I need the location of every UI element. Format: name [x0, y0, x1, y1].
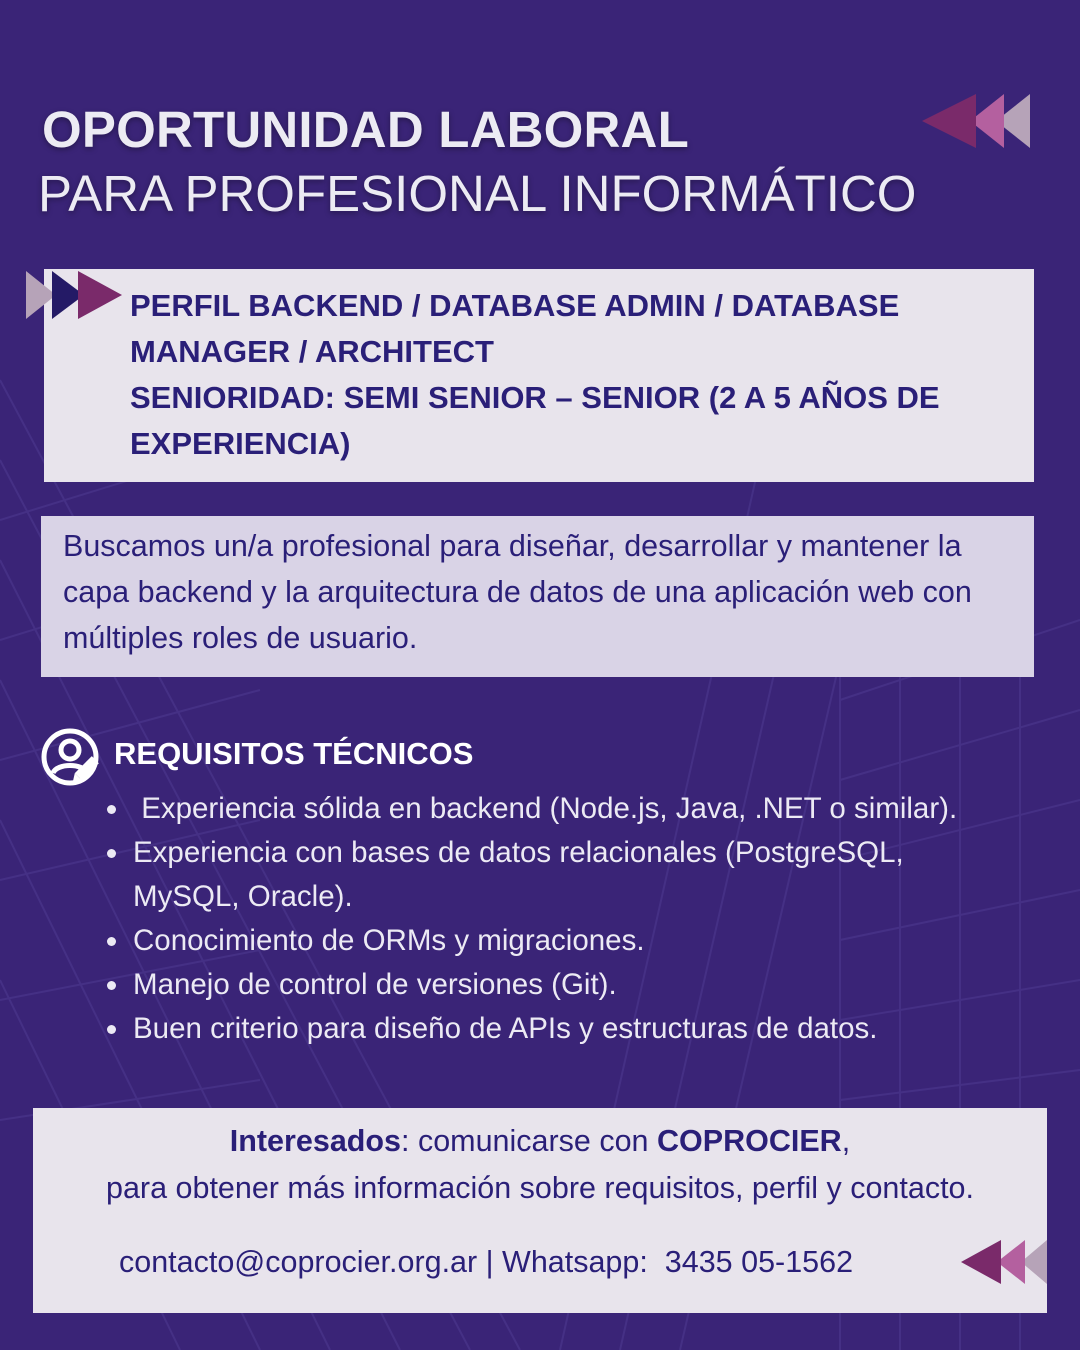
contact-details: contacto@coprocier.org.ar | Whatsapp: 3435 05-1562 — [119, 1245, 854, 1279]
contact-info-line: para obtener más información sobre requisitos, perfil y contacto. — [106, 1171, 974, 1205]
triple-left-arrows-icon — [920, 92, 1032, 150]
contact-box — [33, 1108, 1047, 1313]
list-item: Manejo de control de versiones (Git). — [96, 963, 1056, 1007]
triple-left-arrows-icon — [959, 1238, 1049, 1286]
list-item: Experiencia con bases de datos relacionales (PostgreSQL, MySQL, Oracle). — [96, 831, 1013, 919]
triple-right-arrows-icon — [24, 269, 124, 321]
org-name: COPROCIER — [657, 1124, 842, 1158]
requirements-list — [96, 787, 1056, 1051]
description-text: Buscamos un/a profesional para diseñar, desarrollar y mantener la capa backend y la arquitectura de datos de una aplicación web con múltiples roles de usuario. — [63, 529, 972, 655]
page-subtitle: PARA PROFESIONAL INFORMÁTICO — [38, 165, 917, 222]
description-box — [41, 516, 1034, 677]
intro-comma: , — [841, 1124, 851, 1158]
requirements-title: REQUISITOS TÉCNICOS — [114, 736, 474, 771]
interested-text: : comunicarse con — [401, 1124, 657, 1158]
profile-box — [44, 269, 1034, 482]
profile-roles: PERFIL BACKEND / DATABASE ADMIN / DATABASE MANAGER / ARCHITECT — [130, 288, 900, 369]
page-title: OPORTUNIDAD LABORAL — [42, 101, 689, 158]
profile-seniority: SENIORIDAD: SEMI SENIOR – SENIOR (2 A 5 AÑOS DE EXPERIENCIA) — [130, 380, 940, 461]
list-item: Experiencia sólida en backend (Node.js, Java, .NET o similar). — [96, 787, 1056, 831]
list-item: Buen criterio para diseño de APIs y estructuras de datos. — [96, 1007, 1056, 1051]
contact-intro — [33, 1124, 1047, 1159]
interested-label: Interesados — [229, 1124, 402, 1158]
profile-text — [130, 283, 1010, 467]
list-item: Conocimiento de ORMs y migraciones. — [96, 919, 1056, 963]
user-edit-icon — [40, 727, 104, 791]
